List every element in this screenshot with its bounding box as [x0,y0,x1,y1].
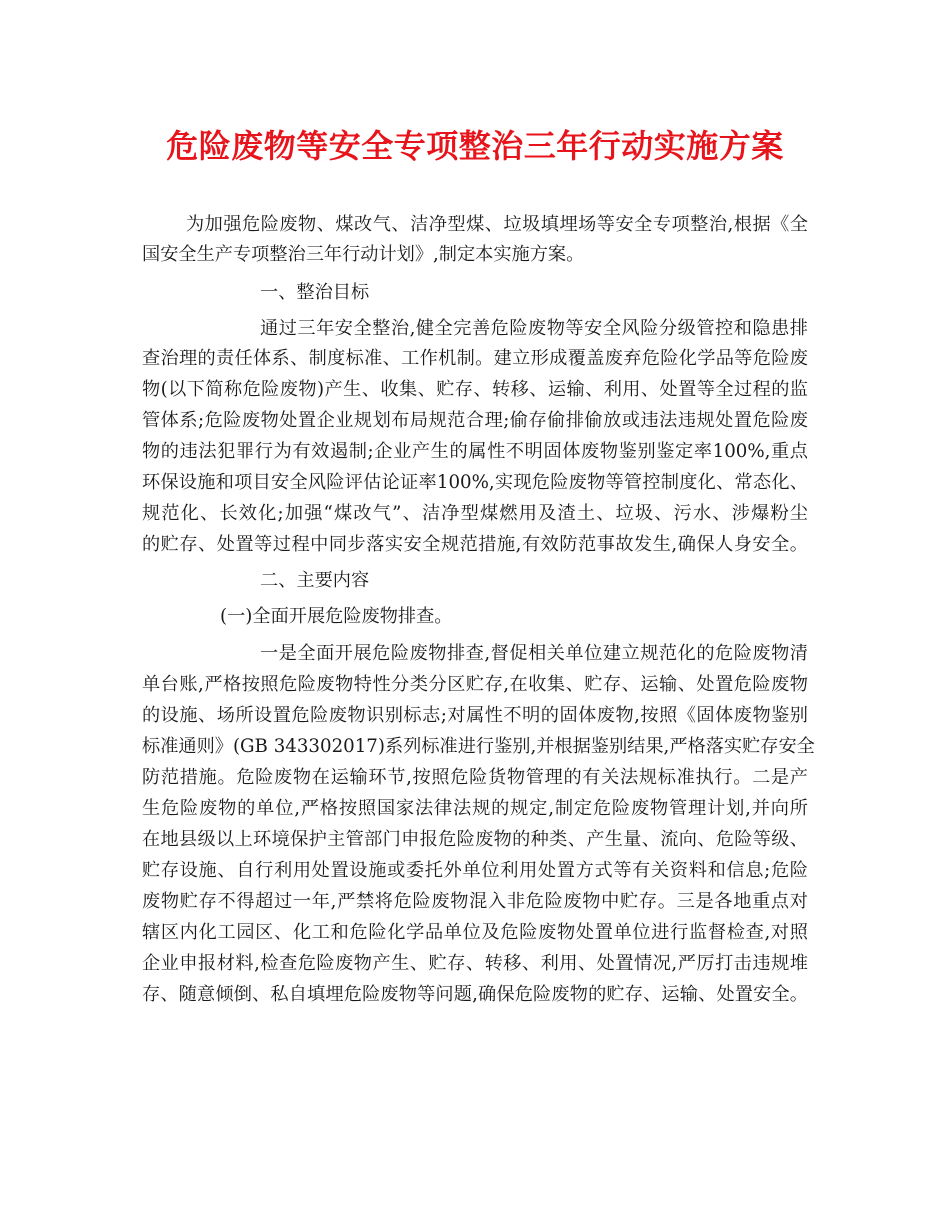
paragraph-line: 的贮存、处置等过程中同步落实安全规范措施,有效防范事故发生,确保人身安全。 [142,534,808,555]
paragraph-line: 国安全生产专项整治三年行动计划》,制定本实施方案。 [142,244,585,265]
paragraph-line: 企业申报材料,检查危险废物产生、贮存、转移、利用、处置情况,严厉打击违规堆 [142,953,808,974]
paragraph-line: 存、随意倾倒、私自填埋危险废物等问题,确保危险废物的贮存、运输、处置安全。 [142,984,808,1005]
subsection-heading: (一)全面开展危险废物排查。 [220,606,453,627]
paragraph-line: 单台账,严格按照危险废物特性分类分区贮存,在收集、贮存、运输、处置危险废物 [142,674,808,695]
paragraph-line: 为加强危险废物、煤改气、洁净型煤、垃圾填埋场等安全专项整治,根据《全 [186,214,808,235]
paragraph-line: 防范措施。危险废物在运输环节,按照危险货物管理的有关法规标准执行。二是产 [142,767,808,788]
paragraph-line: 管体系;危险废物处置企业规划布局规范合理;偷存偷排偷放或违法违规处置危险废 [142,410,808,431]
paragraph-line: 贮存设施、自行利用处置设施或委托外单位利用处置方式等有关资料和信息;危险 [142,860,808,881]
paragraph-line: 一是全面开展危险废物排查,督促相关单位建立规范化的危险废物清 [260,643,808,664]
section-heading: 二、主要内容 [260,570,370,591]
paragraph-line: 废物贮存不得超过一年,严禁将危险废物混入非危险废物中贮存。三是各地重点对 [142,891,808,912]
paragraph-line: 在地县级以上环境保护主管部门申报危险废物的种类、产生量、流向、危险等级、 [142,829,808,850]
paragraph-line: 规范化、长效化;加强“煤改气”、洁净型煤燃用及渣土、垃圾、污水、涉爆粉尘 [142,503,808,524]
paragraph-line: 物的违法犯罪行为有效遏制;企业产生的属性不明固体废物鉴别鉴定率100%,重点 [142,441,808,462]
paragraph-line: 物(以下简称危险废物)产生、收集、贮存、转移、运输、利用、处置等全过程的监 [142,379,808,400]
section-heading: 一、整治目标 [260,282,370,303]
paragraph-line: 环保设施和项目安全风险评估论证率100%,实现危险废物等管控制度化、常态化、 [142,472,808,493]
paragraph-line: 的设施、场所设置危险废物识别标志;对属性不明的固体废物,按照《固体废物鉴别 [142,705,808,726]
paragraph-line: 标准通则》(GB 343302017)系列标准进行鉴别,并根据鉴别结果,严格落实贮存安全 [142,736,815,757]
paragraph-line: 查治理的责任体系、制度标准、工作机制。建立形成覆盖废弃危险化学品等危险废 [142,348,808,369]
document-title: 危险废物等安全专项整治三年行动实施方案 [166,127,784,165]
paragraph-line: 生危险废物的单位,严格按照国家法律法规的规定,制定危险废物管理计划,并向所 [142,798,808,819]
paragraph-line: 通过三年安全整治,健全完善危险废物等安全风险分级管控和隐患排 [260,318,808,339]
paragraph-line: 辖区内化工园区、化工和危险化学品单位及危险废物处置单位进行监督检查,对照 [142,922,808,943]
